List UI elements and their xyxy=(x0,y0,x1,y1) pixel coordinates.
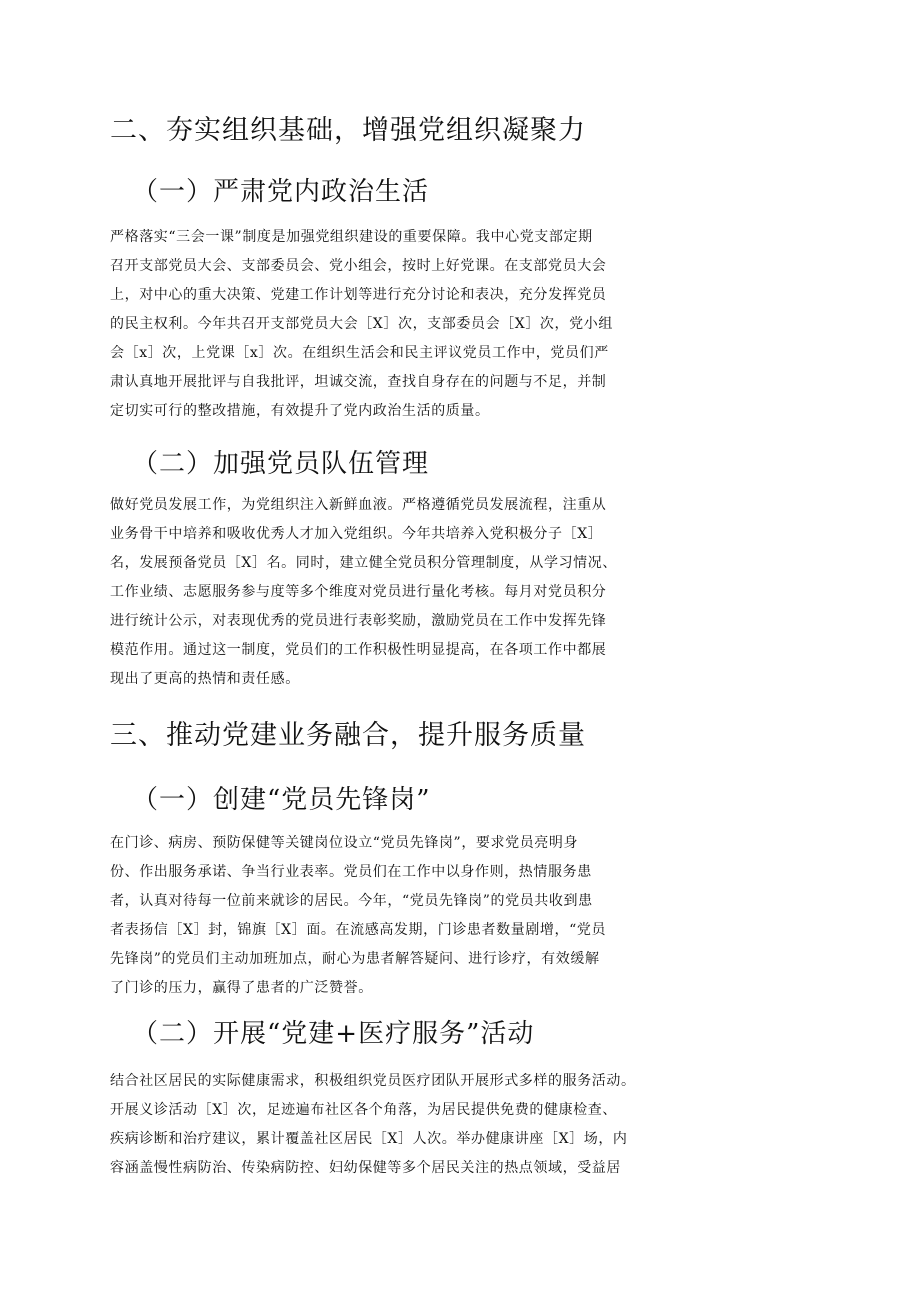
paragraph-line: 的民主权利。今年共召开支部党员大会［X］次，支部委员会［X］次，党小组 xyxy=(110,316,613,332)
paragraph-line: 工作业绩、志愿服务参与度等多个维度对党员进行量化考核。每月对党员积分 xyxy=(110,584,607,600)
paragraph-line: 开展义诊活动［X］次，足迹遍布社区各个角落，为居民提供免费的健康检查、 xyxy=(110,1102,617,1118)
paragraph-2-2 xyxy=(110,491,830,694)
paragraph-3-1 xyxy=(110,829,830,1003)
section-heading-3: 三、推动党建业务融合，提升服务质量 xyxy=(110,720,586,751)
paragraph-line: 者，认真对待每一位前来就诊的居民。今年，“党员先锋岗”的党员共收到患 xyxy=(110,893,593,909)
paragraph-line: 者表扬信［X］封，锦旗［X］面。在流感高发期，门诊患者数量剧增，“党员 xyxy=(110,922,607,938)
subsection-heading-3-2: （二）开展“党建+医疗服务”活动 xyxy=(132,1019,535,1049)
paragraph-line: 模范作用。通过这一制度，党员们的工作积极性明显提高，在各项工作中都展 xyxy=(110,642,607,658)
subsection-heading-3-1: （一）创建“党员先锋岗” xyxy=(132,785,431,815)
subsection-heading-2-1: （一）严肃党内政治生活 xyxy=(132,177,430,207)
paragraph-3-2 xyxy=(110,1067,830,1183)
paragraph-line: 严格落实“三会一课”制度是加强党组织建设的重要保障。我中心党支部定期 xyxy=(110,229,593,245)
paragraph-line: 会［x］次，上党课［x］次。在组织生活会和民主评议党员工作中，党员们严 xyxy=(110,345,609,361)
paragraph-line: 名，发展预备党员［X］名。同时，建立健全党员积分管理制度，从学习情况、 xyxy=(110,555,617,571)
paragraph-2-1 xyxy=(110,223,830,426)
paragraph-line: 疾病诊断和治疗建议，累计覆盖社区居民［X］人次。举办健康讲座［X］场，内 xyxy=(110,1131,628,1147)
section-heading-2: 二、夯实组织基础，增强党组织凝聚力 xyxy=(110,115,586,146)
paragraph-line: 结合社区居民的实际健康需求，积极组织党员医疗团队开展形式多样的服务活动。 xyxy=(110,1073,636,1089)
paragraph-line: 先锋岗”的党员们主动加班加点，耐心为患者解答疑问、进行诊疗，有效缓解 xyxy=(110,951,600,967)
paragraph-line: 份、作出服务承诺、争当行业表率。党员们在工作中以身作则，热情服务患 xyxy=(110,864,592,880)
paragraph-line: 业务骨干中培养和吸收优秀人才加入党组织。今年共培养入党积极分子［X］ xyxy=(110,526,603,542)
paragraph-line: 上，对中心的重大决策、党建工作计划等进行充分讨论和表决，充分发挥党员 xyxy=(110,287,607,303)
paragraph-line: 了门诊的压力，赢得了患者的广泛赞誉。 xyxy=(110,980,373,996)
paragraph-line: 在门诊、病房、预防保健等关键岗位设立“党员先锋岗”，要求党员亮明身 xyxy=(110,835,579,851)
paragraph-line: 定切实可行的整改措施，有效提升了党内政治生活的质量。 xyxy=(110,403,490,419)
paragraph-line: 做好党员发展工作，为党组织注入新鲜血液。严格遵循党员发展流程，注重从 xyxy=(110,497,607,513)
paragraph-line: 召开支部党员大会、支部委员会、党小组会，按时上好党课。在支部党员大会 xyxy=(110,258,607,274)
paragraph-line: 进行统计公示，对表现优秀的党员进行表彰奖励，激励党员在工作中发挥先锋 xyxy=(110,613,607,629)
paragraph-line: 现出了更高的热情和责任感。 xyxy=(110,671,300,687)
subsection-heading-2-2: （二）加强党员队伍管理 xyxy=(132,449,430,479)
paragraph-line: 肃认真地开展批评与自我批评，坦诚交流，查找自身存在的问题与不足，并制 xyxy=(110,374,607,390)
paragraph-line: 容涵盖慢性病防治、传染病防控、妇幼保健等多个居民关注的热点领域，受益居 xyxy=(110,1160,621,1176)
